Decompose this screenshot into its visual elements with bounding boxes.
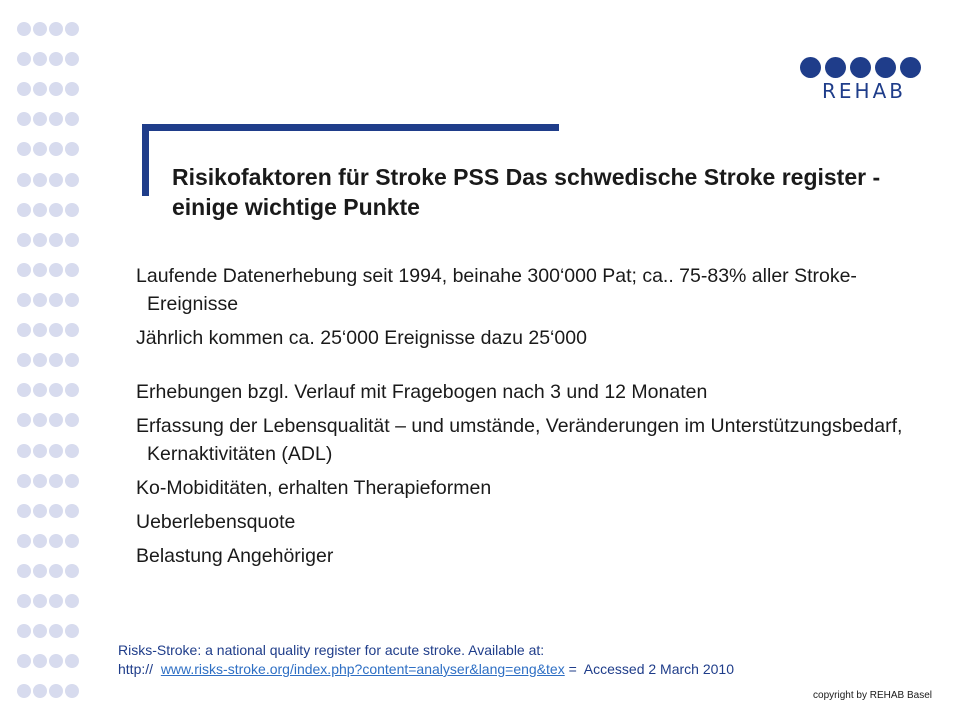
decorative-dot [33, 474, 47, 488]
decorative-dot [33, 112, 47, 126]
slide-title: Risikofaktoren für Stroke PSS Das schwedische Stroke register - einige wichtige Punkte [172, 164, 881, 220]
body-paragraph: Laufende Datenerhebung seit 1994, beinahe 300‘000 Pat; ca.. 75-83% aller Stroke-Ereignisse [136, 265, 857, 315]
body-paragraph: Belastung Angehöriger [136, 545, 334, 567]
reference-line: Risks-Stroke: a national quality register for acute stroke. Available at: [118, 642, 545, 658]
decorative-dot [33, 534, 47, 548]
copyright-notice: copyright by REHAB Basel [813, 690, 932, 701]
title-frame-top [142, 124, 559, 131]
reference-url-line [118, 660, 734, 679]
decorative-dot [65, 353, 79, 367]
decorative-dot [49, 504, 63, 518]
decorative-dot [17, 684, 31, 698]
body-paragraph: Ueberlebensquote [136, 511, 296, 533]
decorative-dot [17, 353, 31, 367]
decorative-dot [49, 323, 63, 337]
decorative-dot [49, 413, 63, 427]
decorative-dot [65, 52, 79, 66]
decorative-dot [33, 413, 47, 427]
decorative-dot [65, 142, 79, 156]
decorative-dot [33, 173, 47, 187]
reference-accessed: = Accessed 2 March 2010 [564, 661, 734, 677]
decorative-dot [65, 654, 79, 668]
decorative-dot [65, 624, 79, 638]
decorative-dot [33, 564, 47, 578]
decorative-dot [49, 684, 63, 698]
logo-text: REHAB [822, 79, 906, 103]
decorative-dot [49, 142, 63, 156]
decorative-dot [33, 82, 47, 96]
decorative-dot [65, 383, 79, 397]
decorative-dot [65, 444, 79, 458]
decorative-dot [49, 233, 63, 247]
decorative-dot [33, 383, 47, 397]
decorative-dot [33, 52, 47, 66]
decorative-dot [49, 203, 63, 217]
decorative-dot [65, 684, 79, 698]
decorative-dot [33, 624, 47, 638]
body-paragraph: Erhebungen bzgl. Verlauf mit Fragebogen nach 3 und 12 Monaten [136, 381, 708, 403]
decorative-dot [17, 504, 31, 518]
decorative-dot [65, 82, 79, 96]
reference-url-prefix: http:// [118, 661, 161, 677]
decorative-dot-grid [17, 14, 79, 707]
decorative-dot [17, 112, 31, 126]
decorative-dot [33, 504, 47, 518]
reference-note [118, 641, 734, 679]
decorative-dot [33, 263, 47, 277]
decorative-dot [33, 22, 47, 36]
slide-body [136, 262, 916, 576]
decorative-dot [17, 203, 31, 217]
decorative-dot [17, 413, 31, 427]
decorative-dot [49, 444, 63, 458]
decorative-dot [49, 112, 63, 126]
decorative-dot [33, 654, 47, 668]
decorative-dot [65, 474, 79, 488]
decorative-dot [17, 52, 31, 66]
decorative-dot [33, 203, 47, 217]
decorative-dot [49, 654, 63, 668]
decorative-dot [17, 444, 31, 458]
reference-link[interactable]: www.risks-stroke.org/index.php?content=analyser&lang=eng&tex [160, 661, 565, 677]
body-paragraph: Erfassung der Lebensqualität – und umstände, Veränderungen im Unterstützungsbedarf, Kernaktivitäten (ADL) [136, 415, 903, 465]
decorative-dot [17, 82, 31, 96]
decorative-dot [17, 564, 31, 578]
decorative-dot [65, 203, 79, 217]
decorative-dot [49, 293, 63, 307]
decorative-dot [17, 594, 31, 608]
decorative-dot [17, 263, 31, 277]
decorative-dot [17, 173, 31, 187]
body-paragraph: Jährlich kommen ca. 25‘000 Ereignisse dazu 25‘000 [136, 327, 587, 349]
decorative-dot [33, 233, 47, 247]
decorative-dot [49, 82, 63, 96]
decorative-dot [49, 383, 63, 397]
decorative-dot [49, 564, 63, 578]
decorative-dot [65, 293, 79, 307]
decorative-dot [49, 624, 63, 638]
title-frame-left [142, 124, 149, 196]
decorative-dot [33, 684, 47, 698]
decorative-dot [17, 293, 31, 307]
decorative-dot [49, 22, 63, 36]
decorative-dot [65, 594, 79, 608]
decorative-dot [49, 52, 63, 66]
decorative-dot [33, 142, 47, 156]
decorative-dot [17, 383, 31, 397]
decorative-dot [49, 353, 63, 367]
decorative-dot [65, 263, 79, 277]
decorative-dot [65, 233, 79, 247]
decorative-dot [17, 534, 31, 548]
decorative-dot [49, 173, 63, 187]
decorative-dot [17, 233, 31, 247]
decorative-dot [17, 323, 31, 337]
decorative-dot [65, 413, 79, 427]
decorative-dot [65, 22, 79, 36]
decorative-dot [49, 534, 63, 548]
body-paragraph: Ko-Mobiditäten, erhalten Therapieformen [136, 477, 492, 499]
decorative-dot [65, 564, 79, 578]
decorative-dot [33, 323, 47, 337]
decorative-dot [49, 594, 63, 608]
decorative-dot [49, 474, 63, 488]
decorative-dot [49, 263, 63, 277]
decorative-dot [65, 323, 79, 337]
decorative-dot [33, 353, 47, 367]
decorative-dot [65, 534, 79, 548]
logo-dots-icon [800, 57, 925, 78]
rehab-logo [800, 57, 925, 103]
decorative-dot [33, 293, 47, 307]
decorative-dot [33, 594, 47, 608]
decorative-dot [33, 444, 47, 458]
decorative-dot [65, 173, 79, 187]
decorative-dot [17, 474, 31, 488]
decorative-dot [17, 624, 31, 638]
decorative-dot [65, 112, 79, 126]
decorative-dot [17, 654, 31, 668]
decorative-dot [17, 142, 31, 156]
decorative-dot [17, 22, 31, 36]
decorative-dot [65, 504, 79, 518]
